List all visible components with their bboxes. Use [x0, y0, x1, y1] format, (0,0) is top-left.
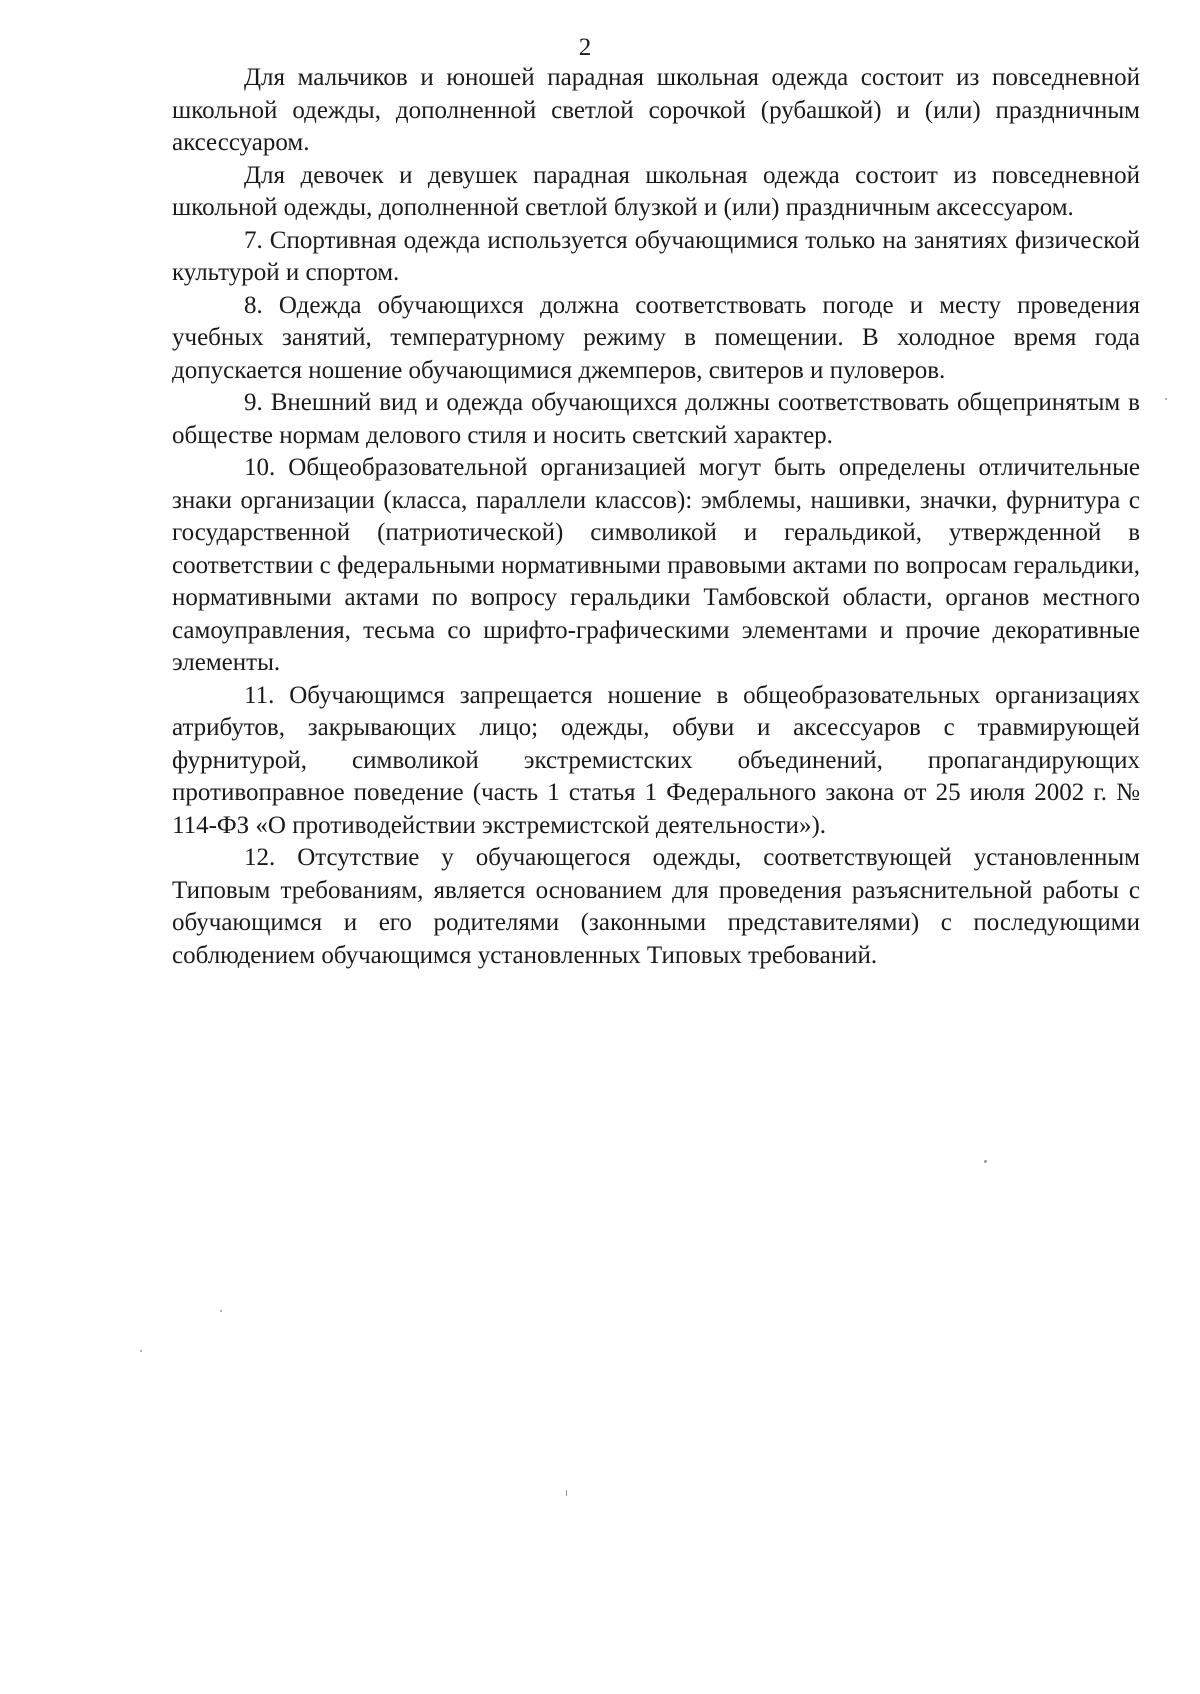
paragraph-8-weather: 8. Одежда обучающихся должна соответствовать погоде и месту проведения учебных занятий, температурному режиму в помещении. В холодное время года допускается ношение обучающимися джемперов, свитеров и пуловеров.	[172, 291, 1140, 384]
scan-speck	[140, 1350, 142, 1352]
scan-speck	[1165, 398, 1167, 400]
paragraph-11-prohibitions: 11. Обучающимся запрещается ношение в общеобразовательных организациях атрибутов, закрывающих лицо; одежды, обуви и аксессуаров с травмирующей фурнитурой, символикой экстремистских объединений, пропагандирующих противоправное поведение (часть 1 статья 1 Федерального закона от 25 июля 2002 г. № 114-ФЗ «О противодействии экстремистской деятельности»).	[172, 681, 1140, 839]
paragraph-10-insignia: 10. Общеобразовательной организацией могут быть определены отличительные знаки организации (класса, параллели классов): эмблемы, нашивки, значки, фурнитура с государственной (патриотической) символикой и геральдикой, утвержденной в соответствии с федеральными нормативными правовыми актами по вопросам геральдики, нормативными актами по вопросу геральдики Тамбовской области, органов местного самоуправления, тесьма со шрифто-графическими элементами и прочие декоративные элементы.	[172, 454, 1140, 676]
paragraph-12-absence: 12. Отсутствие у обучающегося одежды, соответствующей установленным Типовым требованиям, является основанием для проведения разъяснительной работы с обучающимся и его родителями (законными представителями) с последующими соблюдением обучающимся установленных Типовых требований.	[172, 844, 1140, 969]
paragraph-9-appearance: 9. Внешний вид и одежда обучающихся должны соответствовать общепринятым в обществе нормам делового стиля и носить светский характер.	[172, 389, 1140, 449]
paragraph-boys-formal-uniform: Для мальчиков и юношей парадная школьная одежда состоит из повседневной школьной одежды, дополненной светлой сорочкой (рубашкой) и (или) праздничным аксессуаром.	[172, 64, 1140, 156]
scan-speck	[984, 1160, 987, 1163]
scan-speck	[566, 1490, 567, 1496]
page-number: 2	[578, 34, 592, 61]
scan-speck	[220, 1310, 222, 1312]
paragraph-girls-formal-uniform: Для девочек и девушек парадная школьная одежда состоит из повседневной школьной одежды, дополненной светлой блузкой и (или) праздничным аксессуаром.	[172, 161, 1140, 221]
paragraph-7-sportswear: 7. Спортивная одежда используется обучающимися только на занятиях физической культурой и спортом.	[172, 226, 1140, 286]
document-body	[172, 62, 1140, 972]
